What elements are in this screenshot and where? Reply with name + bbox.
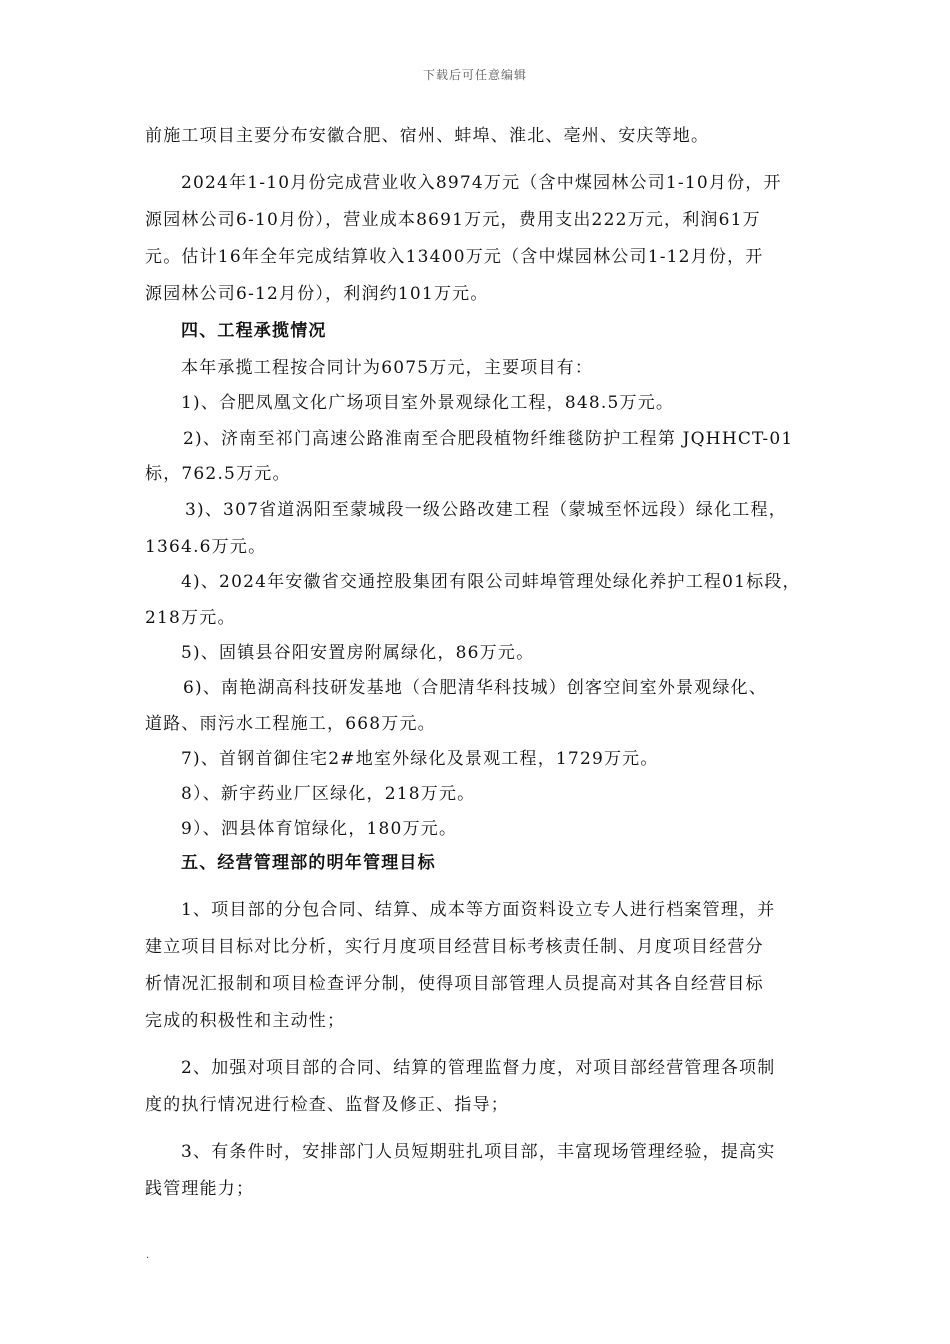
section-heading: 四、工程承揽情况 [181,321,327,341]
list-item: 8）、新宇药业厂区绿化，218万元。 [181,784,476,804]
text-line: 2024年1-10月份完成营业收入8974万元（含中煤园林公司1-10月份，开 [181,173,782,193]
text-line: 3、有条件时，安排部门人员短期驻扎项目部，丰富现场管理经验，提高实 [181,1142,776,1162]
text-line: 2、加强对项目部的合同、结算的管理监督力度，对项目部经营管理各项制 [181,1058,776,1078]
text-line: 218万元。 [145,608,236,628]
text-line: 源园林公司6-10月份），营业成本8691万元，费用支出222万元，利润61万 [145,210,761,230]
list-item: 9）、泗县体育馆绿化，180万元。 [181,819,458,839]
text-line: 标，762.5万元。 [145,464,291,484]
text-line: 源园林公司6-12月份），利润约101万元。 [145,284,489,304]
text-line: 完成的积极性和主动性； [145,1011,346,1031]
text-line: 度的执行情况进行检查、监督及修正、指导； [145,1095,509,1115]
text-line: 前施工项目主要分布安徽合肥、宿州、蚌埠、淮北、亳州、安庆等地。 [145,126,710,146]
text-line: 析情况汇报制和项目检查评分制，使得项目部管理人员提高对其各自经营目标 [145,974,764,994]
list-item: 3)、307省道涡阳至蒙城段一级公路改建工程（蒙城至怀远段）绿化工程， [185,500,787,520]
list-item: 1)、合肥凤凰文化广场项目室外景观绿化工程，848.5万元。 [181,393,675,413]
section-heading: 五、经营管理部的明年管理目标 [181,853,436,873]
list-item: 6)、南艳湖高科技研发基地（合肥清华科技城）创客空间室外景观绿化、 [183,678,768,698]
page-header: 下载后可任意编辑 [422,68,527,82]
text-line: 道路、雨污水工程施工，668万元。 [145,714,436,734]
footer-dot: . [146,1250,150,1261]
text-line: 1、项目部的分包合同、结算、成本等方面资料设立专人进行档案管理，并 [181,900,776,920]
text-line: 本年承揽工程按合同计为6075万元，主要项目有： [181,358,594,378]
list-item: 2)、济南至祁门高速公路淮南至合肥段植物纤维毯防护工程第 JQHHCT-01 [183,429,794,449]
text-line: 1364.6万元。 [145,537,267,557]
list-item: 5)、固镇县谷阳安置房附属绿化，86万元。 [181,643,535,663]
text-line: 践管理能力； [145,1179,255,1199]
text-line: 建立项目目标对比分析，实行月度项目经营目标考核责任制、月度项目经营分 [145,937,764,957]
list-item: 7)、首钢首御住宅2#地室外绿化及景观工程，1729万元。 [181,749,659,769]
text-line: 元。估计16年全年完成结算收入13400万元（含中煤园林公司1-12月份，开 [145,247,764,267]
list-item: 4)、2024年安徽省交通控股集团有限公司蚌埠管理处绿化养护工程01标段， [181,572,801,592]
